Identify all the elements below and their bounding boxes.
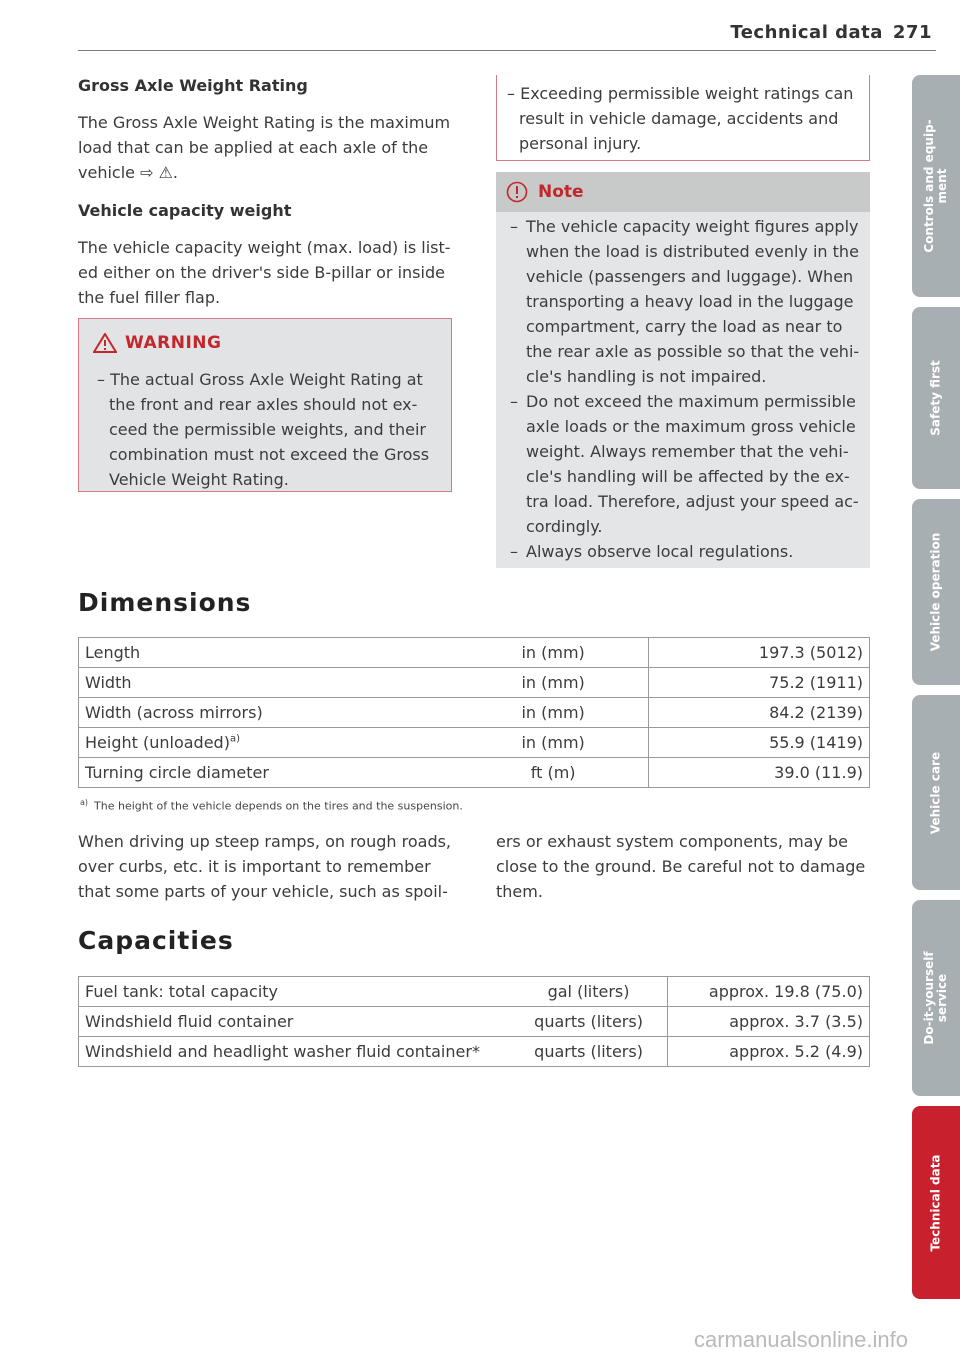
text-line: ed either on the driver's side B-pillar or inside — [78, 263, 445, 282]
capacities-table — [78, 976, 870, 1067]
page-number: 271 — [892, 22, 932, 43]
tab-label: Technical data — [928, 1153, 943, 1252]
text-line: Do not exceed the maximum permissible — [526, 392, 856, 411]
table-cell: 84.2 (2139) — [649, 698, 870, 728]
table-cell: Windshield and headlight washer fluid container* — [79, 1037, 510, 1067]
text-line: transporting a heavy load in the luggage — [526, 292, 854, 311]
warning-triangle-icon — [93, 333, 117, 353]
tab-vehicle-operation[interactable] — [912, 499, 960, 685]
gross-axle-text — [78, 110, 458, 185]
table-cell: 75.2 (1911) — [649, 668, 870, 698]
table-cell: Windshield fluid container — [79, 1007, 510, 1037]
warning-line: Vehicle Weight Rating. — [109, 470, 289, 489]
tab-safety-first[interactable] — [912, 307, 960, 489]
note-item: – Always observe local regulations. — [506, 539, 862, 564]
text-line: compartment, carry the load as near to — [526, 317, 843, 336]
warning-title: WARNING — [125, 333, 222, 353]
note-item: – The vehicle capacity weight figures apply when the load is distributed evenly in the vehicle (passengers and luggage). When transporting a heavy load in the luggage compartment, carry the load as near to the rear axle as possible so that the vehi- cle's handling is not impaired. — [506, 214, 862, 389]
header-rule — [78, 50, 936, 51]
text-line: Always observe local regulations. — [526, 542, 794, 561]
table-cell: Length — [79, 638, 459, 668]
warning-line: the front and rear axles should not ex- — [109, 395, 418, 414]
ramp-text-left — [78, 829, 478, 904]
text-line: vehicle (passengers and luggage). When — [526, 267, 854, 286]
warning-line: result in vehicle damage, accidents and — [519, 109, 839, 128]
note-title: Note — [538, 182, 584, 202]
text-line: axle loads or the maximum gross vehicle — [526, 417, 856, 436]
table-cell: ft (m) — [458, 758, 649, 788]
warning-line: ceed the permissible weights, and their — [109, 420, 426, 439]
tab-label: Do-it-yourself service — [922, 951, 949, 1045]
tab-label: Controls and equip- ment — [922, 119, 949, 253]
footnote-text: The height of the vehicle depends on the tires and the suspension. — [94, 799, 463, 813]
tab-label: Safety first — [928, 360, 943, 436]
text-line: The vehicle capacity weight (max. load) is list- — [78, 238, 451, 257]
text-line: vehicle ⇨ ⚠. — [78, 163, 178, 182]
warning-line: – Exceeding permissible weight ratings can — [507, 84, 854, 103]
text-line: that some parts of your vehicle, such as spoil- — [78, 882, 448, 901]
text-line: load that can be applied at each axle of the — [78, 138, 429, 157]
warning-continuation-box — [496, 75, 870, 161]
warning-line: personal injury. — [519, 134, 642, 153]
text-line: weight. Always remember that the vehi- — [526, 442, 849, 461]
table-cell: Turning circle diameter — [79, 758, 459, 788]
text-line: close to the ground. Be careful not to damage — [496, 857, 866, 876]
capacity-weight-text — [78, 235, 458, 310]
cell-label: Height (unloaded) — [85, 733, 230, 752]
footnote-mark: a) — [80, 798, 89, 807]
text-line: them. — [496, 882, 543, 901]
table-cell: approx. 19.8 (75.0) — [668, 977, 870, 1007]
tab-label: Vehicle operation — [928, 532, 943, 652]
running-head — [730, 22, 932, 43]
note-header — [496, 172, 870, 212]
table-cell: Width (across mirrors) — [79, 698, 459, 728]
table-cell: gal (liters) — [510, 977, 668, 1007]
footnote-ref: a) — [229, 733, 240, 745]
table-cell: quarts (liters) — [510, 1037, 668, 1067]
footnote — [80, 798, 463, 813]
warning-header — [79, 319, 451, 367]
dimensions-table — [78, 637, 870, 788]
capacities-title: Capacities — [78, 926, 234, 955]
warning-line: – The actual Gross Axle Weight Rating at — [97, 370, 423, 389]
tab-vehicle-care[interactable] — [912, 695, 960, 890]
table-row — [79, 638, 870, 668]
table-row — [79, 758, 870, 788]
dimensions-title: Dimensions — [78, 588, 252, 617]
table-row — [79, 668, 870, 698]
ramp-text-right — [496, 829, 876, 904]
capacity-weight-heading: Vehicle capacity weight — [78, 201, 292, 220]
table-cell: 55.9 (1419) — [649, 728, 870, 758]
table-cell: in (mm) — [458, 638, 649, 668]
watermark: carmanualsonline.info — [693, 1327, 908, 1352]
note-box — [496, 172, 870, 568]
table-row — [79, 1037, 870, 1067]
table-cell: approx. 3.7 (3.5) — [668, 1007, 870, 1037]
table-cell: in (mm) — [458, 698, 649, 728]
table-cell: quarts (liters) — [510, 1007, 668, 1037]
info-circle-icon — [506, 181, 528, 203]
tab-label: Vehicle care — [928, 751, 943, 834]
table-cell: 197.3 (5012) — [649, 638, 870, 668]
table-cell — [79, 728, 459, 758]
text-line: The Gross Axle Weight Rating is the maximum — [78, 113, 451, 132]
text-line: the rear axle as possible so that the vehi- — [526, 342, 860, 361]
text-line: When driving up steep ramps, on rough roads, — [78, 832, 452, 851]
note-item: – Do not exceed the maximum permissible axle loads or the maximum gross vehicle weight. Always remember that the vehi- cle's handling will be affected by the ex- tra load. Therefore, adjust your speed ac- cordingly. — [506, 389, 862, 539]
tab-controls-and-equipment[interactable] — [912, 75, 960, 297]
table-cell: in (mm) — [458, 728, 649, 758]
text-line: cordingly. — [526, 517, 603, 536]
section-title: Technical data — [730, 22, 883, 43]
warning-body — [79, 367, 451, 491]
text-line: the fuel filler flap. — [78, 288, 221, 307]
table-row — [79, 698, 870, 728]
table-cell: in (mm) — [458, 668, 649, 698]
table-row — [79, 977, 870, 1007]
text-line: when the load is distributed evenly in the — [526, 242, 859, 261]
text-line: tra load. Therefore, adjust your speed ac- — [526, 492, 859, 511]
table-row — [79, 728, 870, 758]
text-line: cle's handling is not impaired. — [526, 367, 767, 386]
text-line: over curbs, etc. it is important to remember — [78, 857, 431, 876]
text-line: cle's handling will be affected by the ex- — [526, 467, 850, 486]
text-line: The vehicle capacity weight figures apply — [526, 217, 859, 236]
warning-line: combination must not exceed the Gross — [109, 445, 430, 464]
table-cell: Width — [79, 668, 459, 698]
table-cell: approx. 5.2 (4.9) — [668, 1037, 870, 1067]
table-cell: Fuel tank: total capacity — [79, 977, 510, 1007]
table-row — [79, 1007, 870, 1037]
tab-technical-data[interactable] — [912, 1106, 960, 1299]
tab-do-it-yourself-service[interactable] — [912, 900, 960, 1096]
warning-box — [78, 318, 452, 492]
gross-axle-heading: Gross Axle Weight Rating — [78, 76, 308, 95]
text-line: ers or exhaust system components, may be — [496, 832, 849, 851]
table-cell: 39.0 (11.9) — [649, 758, 870, 788]
